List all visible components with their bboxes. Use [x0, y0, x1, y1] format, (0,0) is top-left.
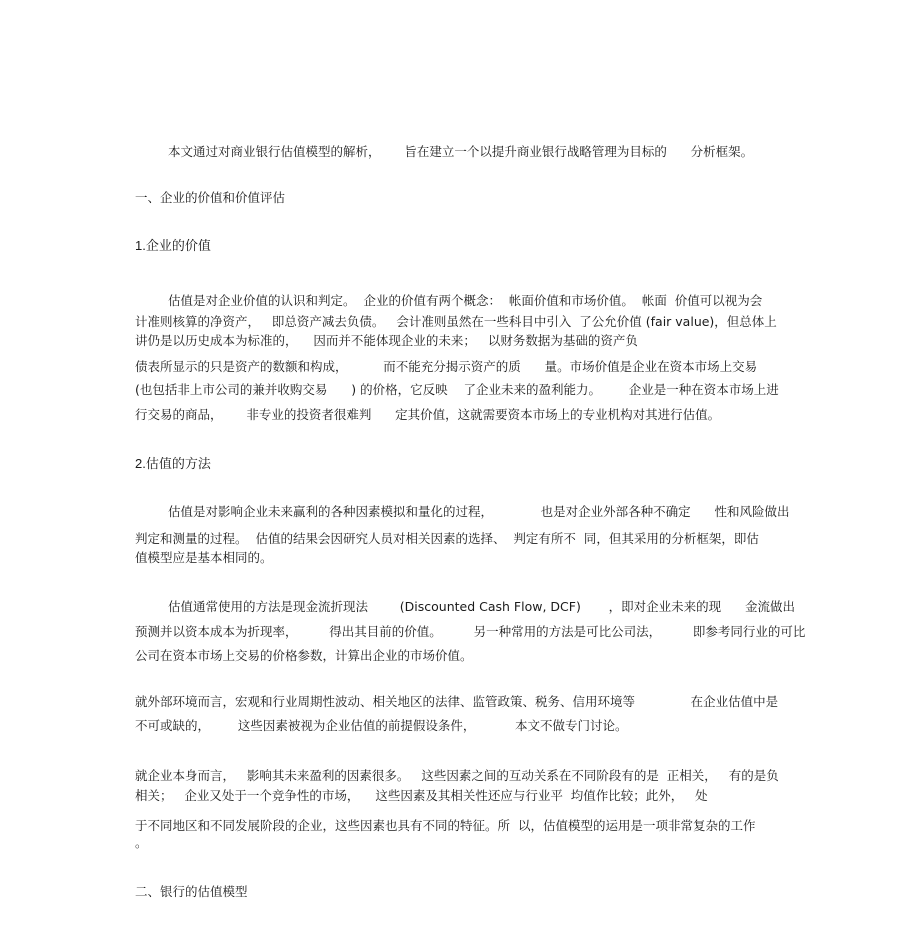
- paragraph-line: 计准则核算的净资产， 即总资产减去负债。 会计准则虽然在一些科目中引入 了公允价值 (fair value)，但总体上: [135, 314, 777, 329]
- paragraph-line: 公司在资本市场上交易的价格参数，计算出企业的市场价值。: [135, 648, 473, 663]
- section-heading-1: 一、企业的价值和价值评估: [135, 190, 286, 205]
- section-heading-2: 二、银行的估值模型: [135, 884, 248, 899]
- paragraph-line: 行交易的商品， 非专业的投资者很难判 定其价值，这就需要资本市场上的专业机构对其进行估值。: [135, 407, 721, 422]
- paragraph-line: 判定和测量的过程。 估值的结果会因研究人员对相关因素的选择、 判定有所不 同，但其采用的分析框架，即估: [135, 531, 759, 546]
- paragraph-line: 估值通常使用的方法是现金流折现法 (Discounted Cash Flow, DCF) ，即对企业未来的现 金流做出: [168, 599, 795, 614]
- paragraph-line: 讲仍是以历史成本为标准的， 因而并不能体现企业的未来； 以财务数据为基础的资产负: [135, 333, 638, 348]
- subsection-heading-2: 2.估值的方法: [135, 456, 211, 471]
- paragraph-line: 就企业本身而言， 影响其未来盈利的因素很多。 这些因素之间的互动关系在不同阶段有的是 正相关， 有的是负: [135, 768, 779, 783]
- intro-paragraph: 本文通过对商业银行估值模型的解析， 旨在建立一个以提升商业银行战略管理为目标的 分析框架。: [168, 144, 754, 159]
- paragraph-line: 估值是对影响企业未来赢利的各种因素模拟和量化的过程， 也是对企业外部各种不确定 性和风险做出: [168, 504, 790, 519]
- paragraph-line: 就外部环境而言，宏观和行业周期性波动、相关地区的法律、监管政策、税务、信用环境等 在企业估值中是: [135, 694, 779, 709]
- paragraph-line: (也包括非上市公司的兼并收购交易 ) 的价格，它反映 了企业未来的盈利能力。 企业是一种在资本市场上进: [135, 382, 779, 397]
- subsection-heading-1: 1.企业的价值: [135, 238, 211, 253]
- paragraph-line: 预测并以资本成本为折现率， 得出其目前的价值。 另一种常用的方法是可比公司法， 即参考同行业的可比: [135, 624, 806, 639]
- paragraph-line: 相关； 企业又处于一个竞争性的市场， 这些因素及其相关性还应与行业平 均值作比较；此外， 处: [135, 788, 708, 803]
- paragraph-line: 值模型应是基本相同的。: [135, 550, 273, 565]
- paragraph-line: 于不同地区和不同发展阶段的企业，这些因素也具有不同的特征。所 以，估值模型的运用是一项非常复杂的工作: [135, 818, 756, 833]
- paragraph-line: 。: [135, 835, 148, 850]
- paragraph-line: 债表所显示的只是资产的数额和构成， 而不能充分揭示资产的质 量。市场价值是企业在资本市场上交易: [135, 359, 758, 374]
- paragraph-line: 不可或缺的， 这些因素被视为企业估值的前提假设条件， 本文不做专门讨论。: [135, 718, 628, 733]
- paragraph-line: 估值是对企业价值的认识和判定。 企业的价值有两个概念： 帐面价值和市场价值。 帐面 价值可以视为会: [168, 293, 763, 308]
